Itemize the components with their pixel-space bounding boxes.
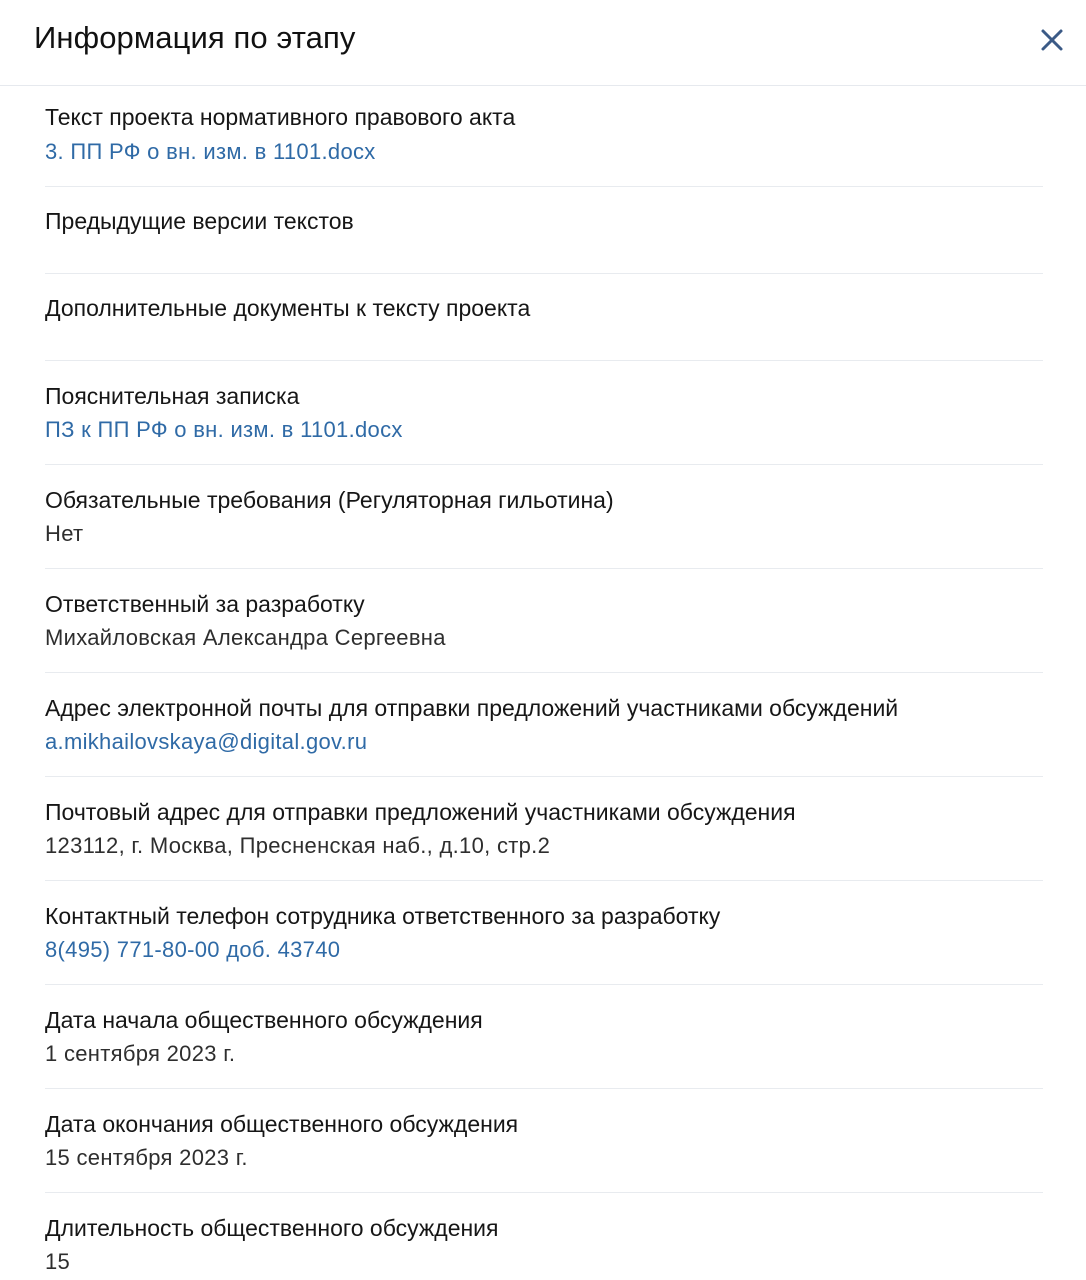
field-label: Дополнительные документы к тексту проекта [45,295,531,321]
field-responsible [45,569,1043,673]
field-label: Контактный телефон сотрудника ответственного за разработку [45,903,721,929]
close-icon [1034,22,1070,58]
field-previous-versions [45,187,1043,274]
field-explanatory-note [45,361,1043,465]
field-value: 1 сентября 2023 г. [45,1041,236,1066]
field-act-text [45,86,1043,187]
field-label: Текст проекта нормативного правового акта [45,104,516,130]
explanatory-note-file-link[interactable]: ПЗ к ПП РФ о вн. изм. в 1101.docx [45,417,403,442]
phone-link[interactable]: 8(495) 771-80-00 доб. 43740 [45,937,341,962]
field-value: 15 сентября 2023 г. [45,1145,248,1170]
field-value: 123112, г. Москва, Пресненская наб., д.10, стр.2 [45,833,551,858]
field-label: Дата начала общественного обсуждения [45,1007,483,1033]
field-label: Адрес электронной почты для отправки предложений участниками обсуждений [45,695,899,721]
email-link[interactable]: a.mikhailovskaya@digital.gov.ru [45,729,368,754]
act-text-file-link[interactable]: 3. ПП РФ о вн. изм. в 1101.docx [45,139,376,164]
field-label: Пояснительная записка [45,383,300,409]
stage-info-list [45,86,1043,1280]
field-label: Ответственный за разработку [45,591,365,617]
field-mandatory-requirements [45,465,1043,569]
field-discussion-duration [45,1193,1043,1280]
field-email [45,673,1043,777]
field-label: Обязательные требования (Регуляторная гильотина) [45,487,614,513]
close-button[interactable] [1034,22,1070,58]
field-postal-address [45,777,1043,881]
field-value: Нет [45,521,84,546]
dialog-header [0,0,1086,86]
field-value: 15 [45,1249,71,1274]
field-label: Длительность общественного обсуждения [45,1215,499,1241]
field-discussion-start [45,985,1043,1089]
field-phone [45,881,1043,985]
field-label: Дата окончания общественного обсуждения [45,1111,519,1137]
dialog-title: Информация по этапу [34,20,356,55]
field-additional-documents [45,274,1043,361]
field-value: Михайловская Александра Сергеевна [45,625,446,650]
field-discussion-end [45,1089,1043,1193]
field-label: Почтовый адрес для отправки предложений участниками обсуждения [45,799,796,825]
field-label: Предыдущие версии текстов [45,208,354,234]
